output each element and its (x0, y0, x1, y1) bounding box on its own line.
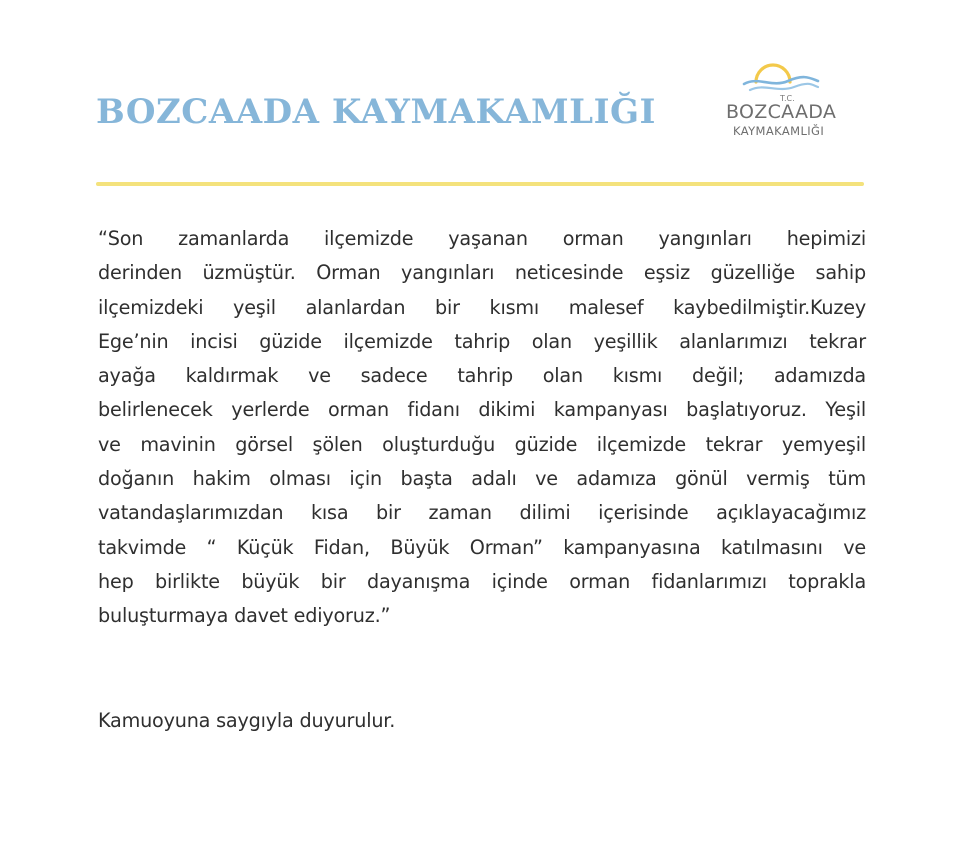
paragraph-line: ayağa kaldırmak ve sadece tahrip olan kısmı değil; adamızda (98, 364, 866, 388)
paragraph-line: belirlenecek yerlerde orman fidanı dikimi kampanyası başlatıyoruz. Yeşil (98, 398, 866, 422)
logo-name-text: BOZCAADA (726, 101, 837, 123)
yellow-divider (96, 182, 864, 186)
paragraph-line: vatandaşlarımızdan kısa bir zaman dilimi içerisinde açıklayacağımız (98, 501, 866, 525)
paragraph-line: doğanın hakim olması için başta adalı ve adamıza gönül vermiş tüm (98, 467, 866, 491)
logo-subtitle-text: KAYMAKAMLIĞI (733, 124, 825, 138)
page-title: BOZCAADA KAYMAKAMLIĞI (96, 92, 656, 132)
announcement-paragraph (98, 222, 866, 634)
closing-statement: Kamuoyuna saygıyla duyurulur. (98, 709, 396, 732)
paragraph-line: ve mavinin görsel şölen oluşturduğu güzide ilçemizde tekrar yemyeşil (98, 432, 866, 456)
paragraph-line: derinden üzmüştür. Orman yangınları neticesinde eşsiz güzelliğe sahip (98, 261, 866, 285)
logo (722, 62, 837, 146)
paragraph-line: hep birlikte büyük bir dayanışma içinde orman fidanlarımızı toprakla (98, 569, 866, 593)
logo-tc-text: T.C. (780, 94, 795, 103)
paragraph-line: buluşturmaya davet ediyoruz.” (98, 604, 391, 628)
paragraph-line: ilçemizdeki yeşil alanlardan bir kısmı malesef kaybedilmiştir.Kuzey (98, 295, 866, 319)
paragraph-line: takvimde “ Küçük Fidan, Büyük Orman” kampanyasına katılmasını ve (98, 535, 866, 559)
paragraph-line: “Son zamanlarda ilçemizde yaşanan orman yangınları hepimizi (98, 227, 866, 250)
sun-over-waves-icon (740, 62, 820, 98)
paragraph-line: Ege’nin incisi güzide ilçemizde tahrip olan yeşillik alanlarımızı tekrar (98, 329, 866, 353)
